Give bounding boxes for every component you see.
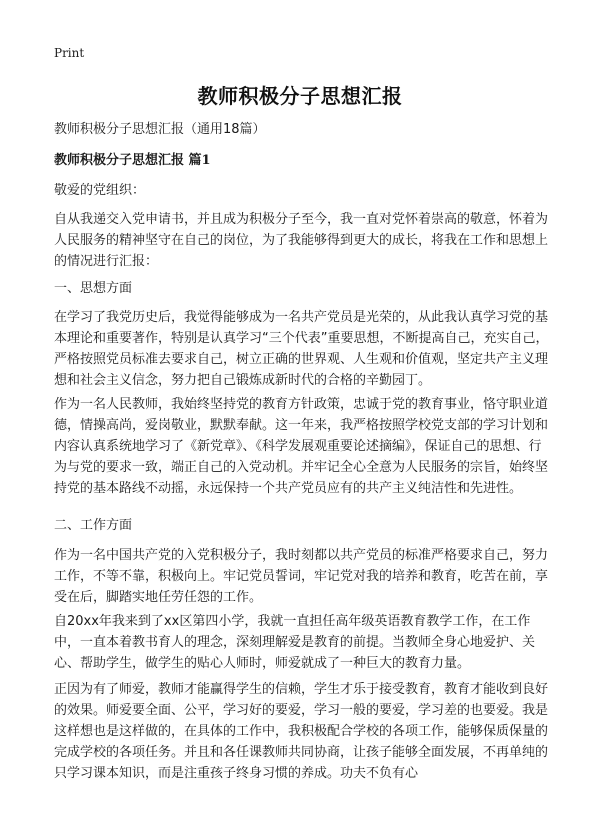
section-heading-work: 二、工作方面 (54, 518, 133, 533)
greeting-line: 敬爱的党组织： (54, 183, 146, 198)
paragraph-thought-1: 在学习了我党历史后，我觉得能够成为一名共产党员是光荣的，从此我认真学习党的基本理论和重要著作，特别是认真学习“三个代表”重要思想，不断提高自己，充实自己，严格按照党员标准去要求自己，树立正确的世界观、人生观和价值观，坚定共产主义理想和社会主义信念，努力把自己锻炼成新时代的合格的辛勤园丁。 (54, 310, 549, 388)
chapter-heading: 教师积极分子思想汇报 篇1 (54, 153, 211, 168)
paragraph-intro: 自从我递交入党申请书，并且成为积极分子至今，我一直对党怀着崇高的敬意，怀着为人民服务的精神坚守在自己的岗位，为了我能够得到更大的成长，将我在工作和思想上的情况进行汇报： (54, 212, 549, 269)
paragraph-thought-2: 作为一名人民教师，我始终坚持党的教育方针政策，忠诚于党的教育事业，恪守职业道德，情操高尚，爱岗敬业，默默奉献。这一年来，我严格按照学校党支部的学习计划和内容认真系统地学习了《新党章》、《科学发展观重要论述摘编》，保证自己的思想、行为与党的要求一致，端正自己的入党动机。并牢记全心全意为人民服务的宗旨，始终坚持党的基本路线不动摇，永远保持一个共产党员应有的共产主义纯洁性和先进性。 (54, 397, 549, 496)
paragraph-work-3: 正因为有了师爱，教师才能赢得学生的信赖，学生才乐于接受教育，教育才能收到良好的效果。师爱要全面、公平，学习好的要爱，学习一般的要爱，学习差的也要爱。我是这样想也是这样做的，在具体的工作中，我积极配合学校的各项工作，能够保质保量的完成学校的各项任务。并且和各任课教师共同协商，让孩子能够全面发展，不再单纯的只学习课本知识，而是注重孩子终身习惯的养成。功夫不负有心 (54, 682, 549, 781)
paragraph-work-2: 自20xx年我来到了xx区第四小学，我就一直担任高年级英语教育教学工作，在工作中，一直本着教书育人的理念，深刻理解爱是教育的前提。当教师全身心地爱护、关心、帮助学生，做学生的贴心人师时，师爱就成了一种巨大的教育力量。 (54, 614, 536, 671)
section-heading-thought: 一、思想方面 (54, 281, 133, 296)
page-title: 教师积极分子思想汇报 (197, 84, 403, 108)
paragraph-work-1: 作为一名中国共产党的入党积极分子，我时刻都以共产党员的标准严格要求自己，努力工作，不等不靠，积极向上。牢记党员誓词，牢记党对我的培养和教育，吃苦在前，享受在后，脚踏实地任劳任怨的工作。 (54, 548, 549, 605)
document-subtitle: 教师积极分子思想汇报（通用18篇） (54, 122, 266, 137)
print-link[interactable]: Print (54, 46, 85, 60)
